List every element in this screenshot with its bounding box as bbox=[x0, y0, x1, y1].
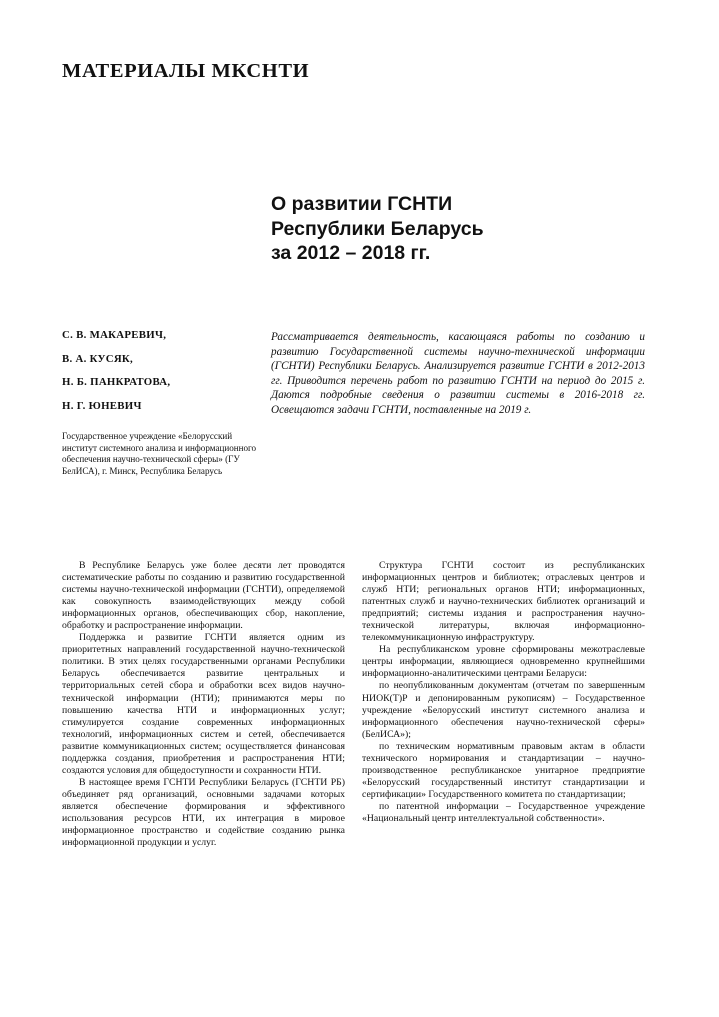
abstract: Рассматривается деятельность, касающаяся работы по созданию и развитию Государственной системы научно-технической информации (ГСНТИ) Республики Беларусь. Анализируется развитие ГСНТИ в 2012-2013 гг. Приводится перечень работ по развитию ГСНТИ на период до 2015 г. Даются подробные сведения о развитии системы в 2016-2018 гг. Освещаются задачи ГСНТИ, поставленные на 2019 г. bbox=[271, 331, 645, 416]
paragraph: по техническим нормативным правовым актам в области технического нормирования и стандартизации – научно-производственное республиканское унитарное предприятие «Белорусский государственный институт стандартизации и сертификации» Государственного комитета по стандартизации; bbox=[362, 740, 645, 800]
paragraph: Структура ГСНТИ состоит из республиканских информационных центров и библиотек; отраслевых центров и служб НТИ; региональных органов НТИ; информационных, патентных служб и научно-технических библиотек организаций и предприятий; системы издания и распространения научно-технической литературы, включая информационно-телекоммуникационную инфраструктуру. bbox=[362, 560, 645, 644]
paragraph: В Республике Беларусь уже более десяти лет проводятся систематические работы по созданию и развитию государственной системы научно-технической информации (ГСНТИ), определяемой как совокупность взаимодействующих между собой информационных органов, обеспечивающих сбор, накопление, обработку и распространение информации. bbox=[62, 560, 345, 632]
paragraph: по патентной информации – Государственное учреждение «Национальный центр интеллектуальной собственности». bbox=[362, 800, 645, 824]
article-title bbox=[271, 192, 571, 266]
author-name: Н. Г. ЮНЕВИЧ bbox=[62, 399, 142, 412]
paragraph: по неопубликованным документам (отчетам по завершенным НИОК(Т)Р и депонированным рукописям) – Государственное учреждение «Белорусский институт системного анализа и информационного обеспечения научно-технической сферы» (БелИСА»); bbox=[362, 680, 645, 740]
paragraph: Поддержка и развитие ГСНТИ является одним из приоритетных направлений государственной научно-технической политики. В этих целях государственными органами Республики Беларусь обеспечивается развитие центральных и территориальных сетей сбора и обработки всех видов научно-технической информации (НТИ); принимаются меры по повышению качества НТИ и информационных услуг; стимулируется создание современных информационных технологий, информационных систем и сетей, обеспечивается развитие коммуникационных систем; осуществляется финансовая поддержка создания, приобретения и распространения НТИ; создаются условия для общедоступности и сохранности НТИ. bbox=[62, 632, 345, 776]
section-header: МАТЕРИАЛЫ МКСНТИ bbox=[62, 60, 310, 82]
body-column-left bbox=[62, 560, 345, 849]
title-line: О развитии ГСНТИ bbox=[271, 193, 453, 215]
author-list bbox=[62, 328, 262, 422]
paragraph: На республиканском уровне сформированы межотраслевые центры информации, являющиеся одновременно крупнейшими информационно-аналитическими центрами Беларуси: bbox=[362, 644, 645, 680]
affiliation: Государственное учреждение «Белорусский институт системного анализа и информационного обеспечения научно-технической сферы» (ГУ БелИСА), г. Минск, Республика Беларусь bbox=[62, 431, 257, 477]
author-name: Н. Б. ПАНКРАТОВА, bbox=[62, 376, 171, 388]
author-name: С. В. МАКАРЕВИЧ, bbox=[62, 329, 167, 341]
author-name: В. А. КУСЯК, bbox=[62, 352, 134, 365]
title-line: за 2012 – 2018 гг. bbox=[271, 242, 431, 264]
paragraph: В настоящее время ГСНТИ Республики Беларусь (ГСНТИ РБ) объединяет ряд организаций, основными задачами которых является обеспечение формирования и эффективного использования ресурсов НТИ, их интеграция в мировое информационное пространство и содействие созданию рынка информационной продукции и услуг. bbox=[62, 776, 345, 849]
body-column-right bbox=[362, 560, 645, 825]
title-line: Республики Беларусь bbox=[271, 217, 484, 240]
